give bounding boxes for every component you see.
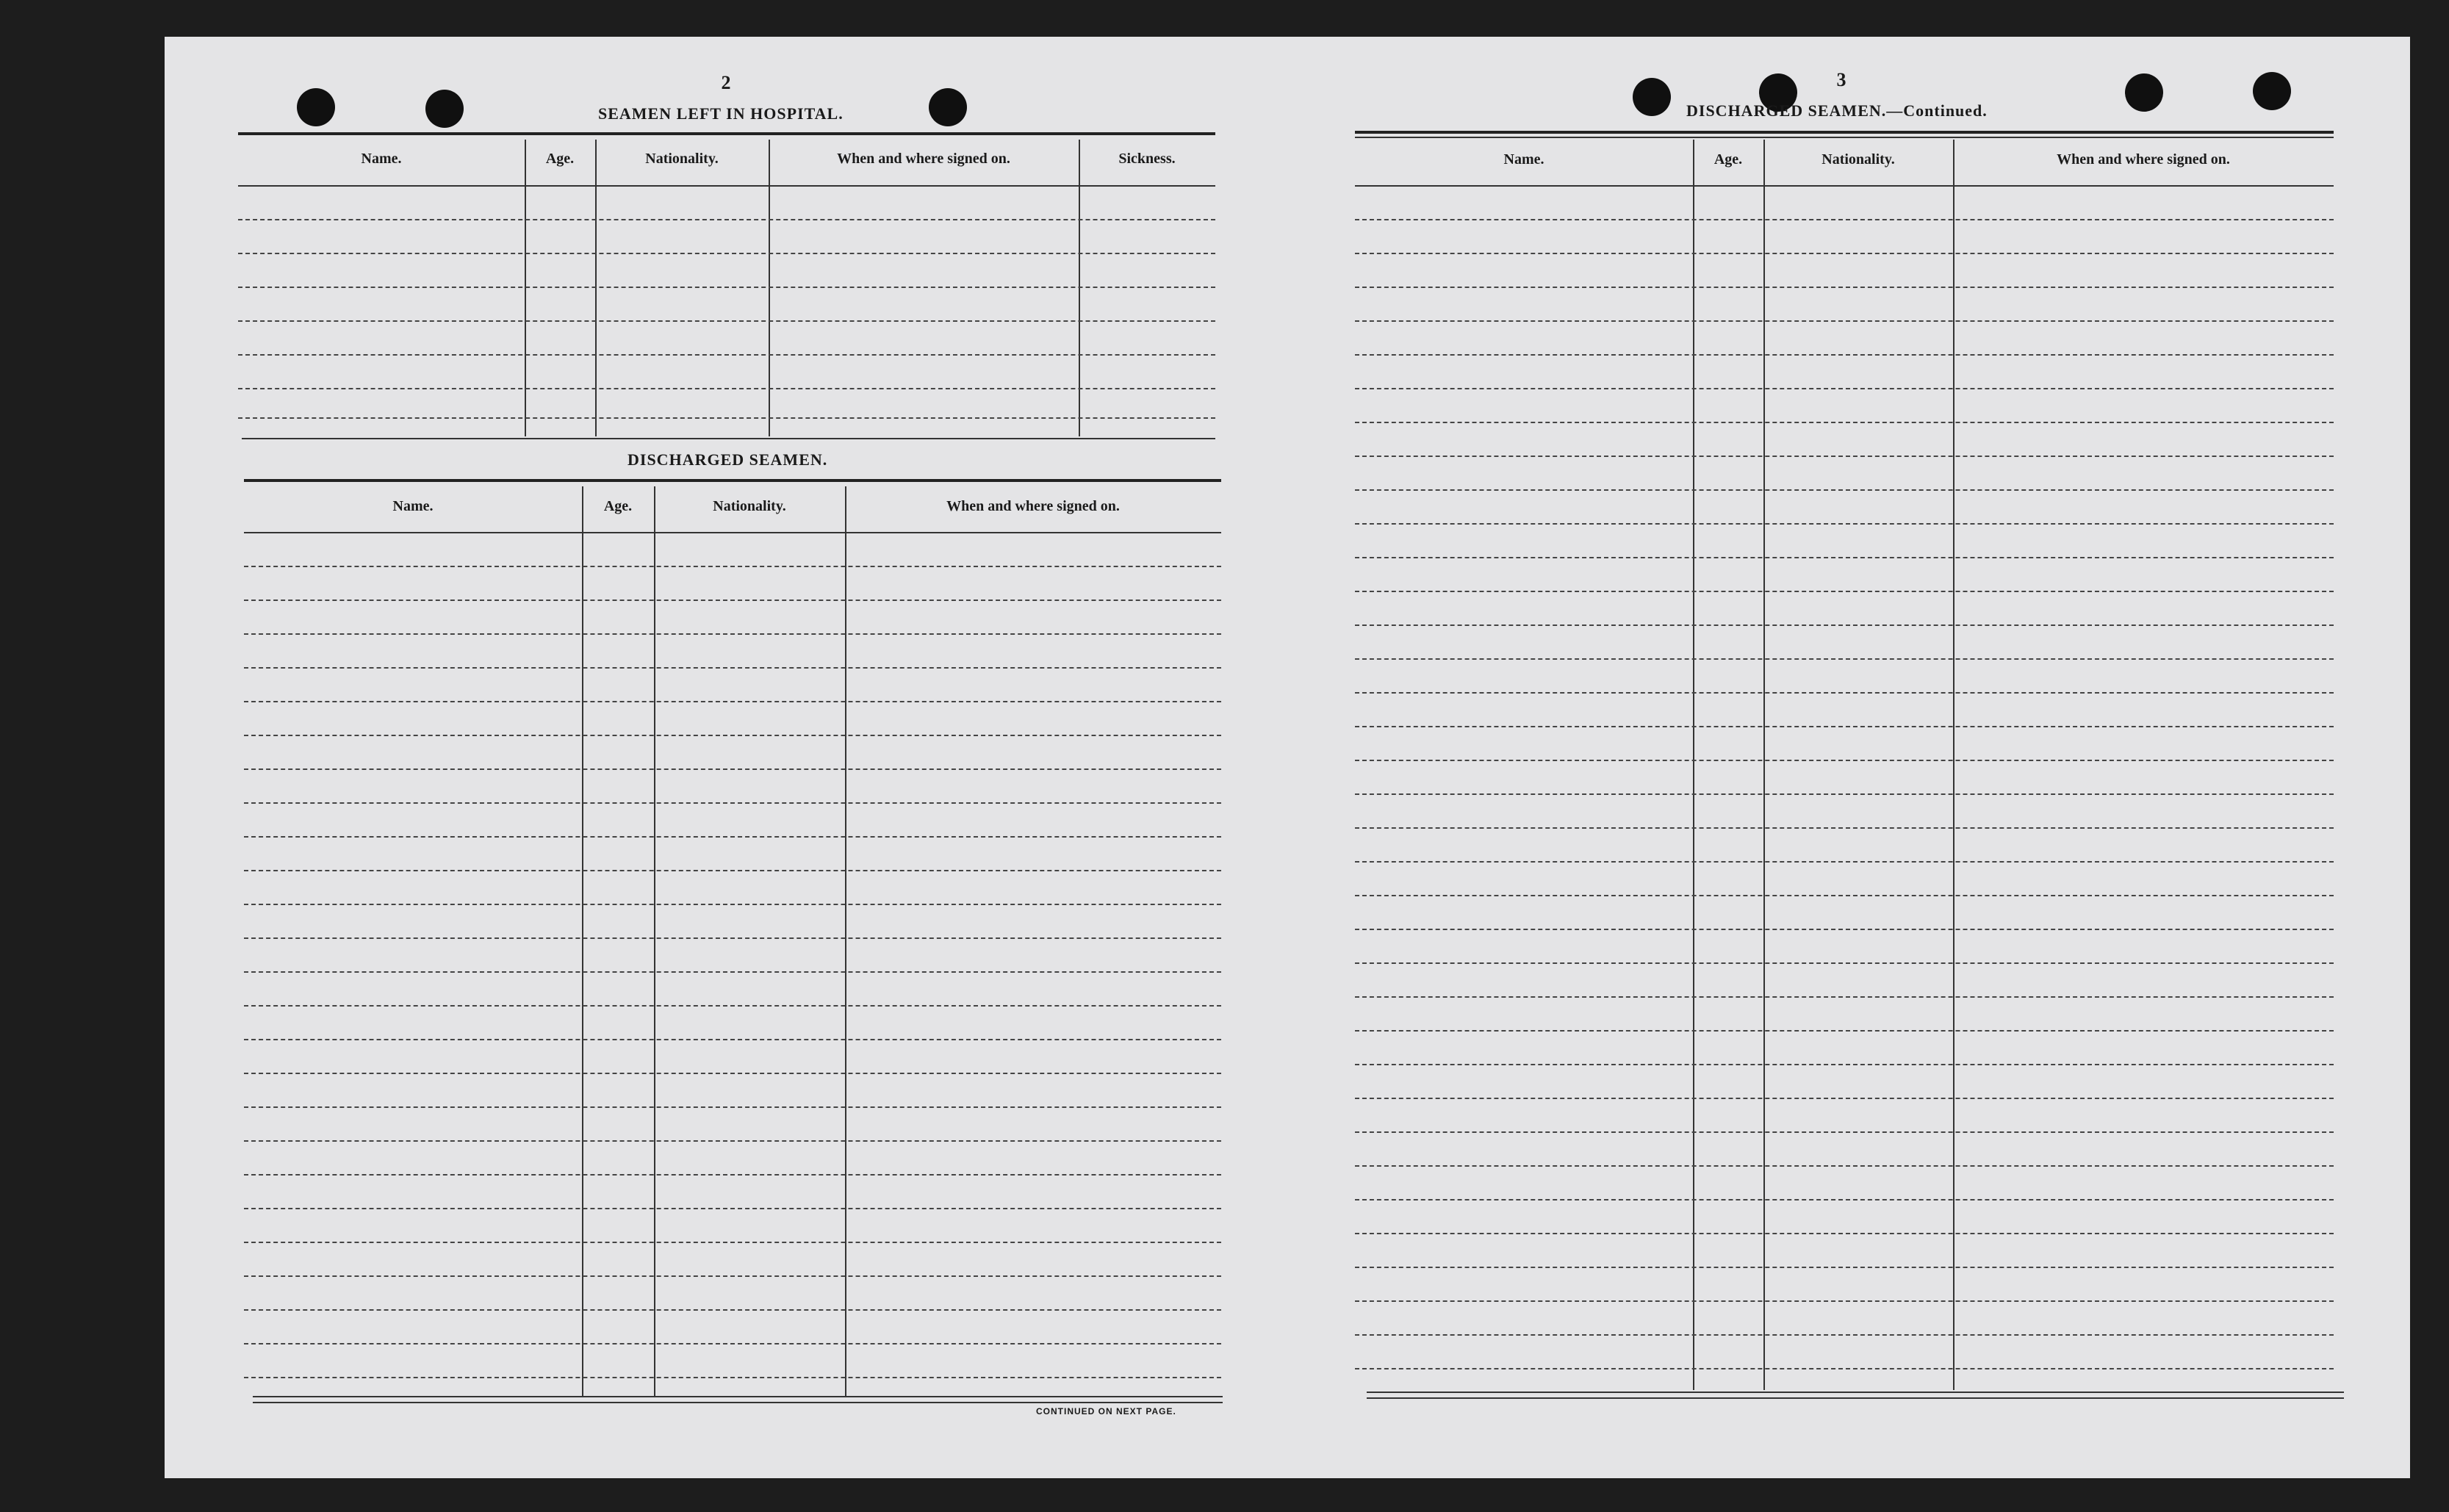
punch-hole — [1633, 78, 1671, 116]
table-top-rule — [1355, 131, 2334, 134]
column-header-nationality: Nationality. — [713, 498, 786, 514]
hospital-section-title: SEAMEN LEFT IN HOSPITAL. — [598, 104, 844, 123]
entry-line — [1355, 219, 2334, 220]
entry-line — [244, 1343, 1221, 1344]
entry-line — [244, 1309, 1221, 1311]
column-divider — [1693, 140, 1694, 1390]
entry-line — [244, 1106, 1221, 1108]
entry-line — [244, 1377, 1221, 1378]
entry-line — [238, 354, 1215, 356]
entry-line — [1355, 591, 2334, 592]
entry-line — [1355, 1267, 2334, 1268]
entry-line — [244, 768, 1221, 770]
entry-line — [244, 1242, 1221, 1243]
entry-line — [238, 388, 1215, 389]
column-divider — [525, 140, 526, 436]
entry-line — [244, 971, 1221, 973]
header-underline — [244, 532, 1221, 533]
column-header-name: Name. — [1503, 151, 1544, 168]
entry-line — [1355, 320, 2334, 322]
column-header-name: Name. — [392, 498, 434, 514]
entry-line — [1355, 658, 2334, 660]
entry-line — [1355, 1030, 2334, 1032]
entry-line — [1355, 1098, 2334, 1099]
entry-line — [1355, 287, 2334, 288]
continued-note: CONTINUED ON NEXT PAGE. — [1036, 1406, 1176, 1416]
entry-line — [244, 633, 1221, 635]
entry-line — [1355, 996, 2334, 998]
column-divider — [845, 486, 846, 1397]
entry-line — [1355, 1131, 2334, 1133]
entry-line — [244, 1174, 1221, 1176]
entry-line — [1355, 861, 2334, 863]
column-header-signed-on: When and where signed on. — [837, 151, 1010, 167]
entry-line — [1355, 760, 2334, 761]
column-header-age: Age. — [1713, 151, 1743, 168]
entry-line — [1355, 489, 2334, 491]
page-number: 2 — [721, 72, 731, 93]
entry-line — [1355, 1368, 2334, 1369]
punch-hole — [2125, 73, 2163, 112]
column-header-name: Name. — [361, 151, 402, 167]
entry-line — [1355, 422, 2334, 423]
column-header-nationality: Nationality. — [1822, 151, 1895, 168]
right-page — [1279, 37, 2410, 1478]
entry-line — [238, 287, 1215, 288]
discharged-continued-title: DISCHARGED SEAMEN.—Continued. — [1686, 101, 1988, 120]
column-header-age: Age. — [603, 498, 633, 514]
entry-line — [1355, 624, 2334, 626]
entry-line — [1355, 827, 2334, 829]
entry-line — [244, 836, 1221, 838]
entry-line — [244, 600, 1221, 601]
column-divider — [654, 486, 655, 1397]
punch-hole — [425, 90, 464, 128]
entry-line — [244, 1140, 1221, 1142]
punch-hole — [2253, 72, 2291, 110]
column-header-sickness: Sickness. — [1118, 151, 1176, 167]
table-top-rule — [244, 479, 1221, 482]
entry-line — [1355, 726, 2334, 727]
entry-line — [238, 417, 1215, 419]
entry-line — [1355, 793, 2334, 795]
entry-line — [1355, 1233, 2334, 1234]
entry-line — [244, 802, 1221, 804]
table-bottom-rule-double — [253, 1402, 1223, 1403]
entry-line — [238, 219, 1215, 220]
entry-line — [244, 566, 1221, 567]
column-divider — [1953, 140, 1954, 1390]
entry-line — [244, 1039, 1221, 1040]
entry-line — [1355, 253, 2334, 254]
column-divider — [1079, 140, 1080, 436]
left-page — [165, 37, 1279, 1478]
table-bottom-rule-double — [1367, 1397, 2344, 1399]
header-underline — [1355, 185, 2334, 187]
entry-line — [1355, 1165, 2334, 1167]
entry-line — [1355, 388, 2334, 389]
entry-line — [244, 735, 1221, 736]
entry-line — [1355, 557, 2334, 558]
column-header-signed-on: When and where signed on. — [2057, 151, 2230, 168]
column-divider — [595, 140, 597, 436]
header-underline — [238, 185, 1215, 187]
entry-line — [244, 667, 1221, 669]
page-number: 3 — [1836, 69, 1846, 90]
column-header-nationality: Nationality. — [645, 151, 719, 167]
entry-line — [238, 320, 1215, 322]
column-divider — [769, 140, 770, 436]
table-top-rule-double — [1355, 137, 2334, 138]
entry-line — [1355, 1334, 2334, 1336]
column-divider — [582, 486, 583, 1397]
entry-line — [1355, 354, 2334, 356]
punch-hole — [929, 88, 967, 126]
table-bottom-rule — [1367, 1392, 2344, 1393]
entry-line — [1355, 895, 2334, 896]
table-bottom-rule — [253, 1396, 1223, 1397]
entry-line — [244, 701, 1221, 702]
entry-line — [1355, 456, 2334, 457]
entry-line — [244, 1208, 1221, 1209]
table-bottom-rule — [242, 438, 1215, 439]
entry-line — [244, 1073, 1221, 1074]
entry-line — [1355, 1064, 2334, 1065]
column-header-age: Age. — [545, 151, 575, 167]
column-header-signed-on: When and where signed on. — [946, 498, 1120, 514]
entry-line — [244, 870, 1221, 871]
entry-line — [1355, 692, 2334, 694]
entry-line — [1355, 929, 2334, 930]
entry-line — [1355, 523, 2334, 525]
table-top-rule — [238, 132, 1215, 135]
entry-line — [244, 904, 1221, 905]
entry-line — [244, 1005, 1221, 1007]
entry-line — [244, 1275, 1221, 1277]
entry-line — [238, 253, 1215, 254]
entry-line — [1355, 962, 2334, 964]
entry-line — [1355, 1300, 2334, 1302]
entry-line — [1355, 1199, 2334, 1200]
entry-line — [244, 937, 1221, 939]
discharged-section-title: DISCHARGED SEAMEN. — [627, 450, 828, 469]
punch-hole — [297, 88, 335, 126]
column-divider — [1763, 140, 1765, 1390]
